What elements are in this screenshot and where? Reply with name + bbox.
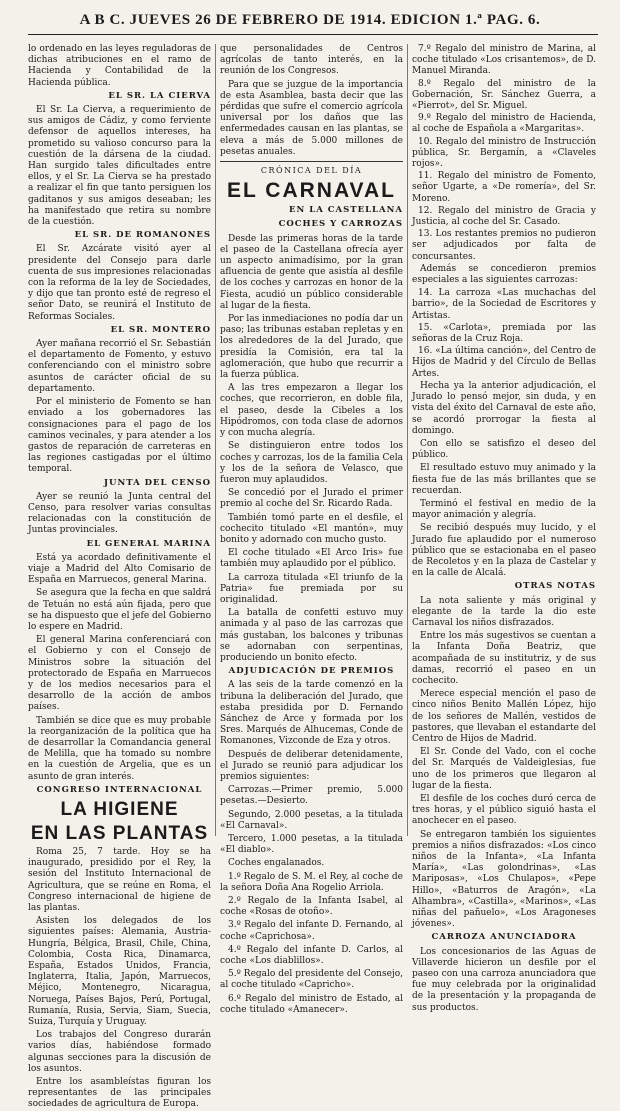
section-heading: EL SR. MONTERO: [110, 324, 211, 335]
paragraph: Asisten los delegados de los siguientes países: Alemania, Austria-Hungría, Bélgica, Brasil, Chile, China, Colombia, Costa Rica, Dinamarca, España, Estados Unidos, Francia, Inglaterra, Italia, Japón, Marruecos, Méjico, Montenegro, Nicaragua, Noruega, Países Bajos, Perú, Portugal, Rumanía, Rusia, Servia, Siam, Suecia, Suiza, Turquía y Uruguay.: [28, 916, 211, 1028]
list-item: 13. Los restantes premios no pudieron ser adjudicados por falta de concursantes.: [412, 229, 596, 262]
divider: [220, 161, 403, 162]
paragraph: Para que se juzgue de la importancia de esta Asamblea, basta decir que las pérdidas que sufre el comercio agrícola universal por los daños que las enfermedades causan en las plantas, se eleva a más de 5.000 millones de pesetas anuales.: [220, 79, 403, 157]
section-heading: CONGRESO INTERNACIONAL: [36, 784, 203, 795]
section-kicker: CRÓNICA DEL DÍA: [260, 166, 363, 176]
article-subtitle: EN LAS PLANTAS: [30, 823, 209, 844]
paragraph: Ayer se reunió la Junta central del Censo, para resolver varias consultas relacionadas con la constitución de Juntas provinciales.: [28, 491, 211, 536]
paragraph: Tercero, 1.000 pesetas, a la titulada «El diablo».: [220, 834, 403, 856]
paragraph: Se recibió después muy lucido, y el Jurado fue aplaudido por el numeroso público que se estacionaba en el paseo de Recoletos y en la plaza de Castelar y en la calle de Alcalá.: [412, 523, 596, 579]
paragraph: que personalidades de Centros agrícolas de tanto interés, en la reunión de los Congresos.: [220, 44, 403, 77]
paragraph: Terminó el festival en medio de la mayor animación y alegría.: [412, 498, 596, 521]
paragraph: Hecha ya la anterior adjudicación, el Jurado lo pensó mejor, sin duda, y en vista del éxito del Carnaval de este año, se acordó prorrogar la fiesta al domingo.: [412, 380, 596, 436]
list-item: 8.º Regalo del ministro de la Gobernación, Sr. Sánchez Guerra, a «Pierrot», del Sr. Miguel.: [412, 78, 596, 112]
paragraph: La carroza titulada «El triunfo de la Patria» fue premiada por su originalidad.: [220, 572, 403, 605]
paragraph: Se concedió por el Jurado el primer premio al coche del Sr. Ricardo Rada.: [220, 488, 403, 510]
paragraph: El desfile de los coches duró cerca de tres horas, y el público siguió hasta el anochecer en el paseo.: [412, 794, 596, 827]
paragraph: 1.º Regalo de S. M. el Rey, al coche de la señora Doña Ana Rogelio Arriola.: [220, 871, 403, 893]
column-3: [412, 44, 596, 1013]
section-heading: EL SR. LA CIERVA: [108, 90, 211, 101]
paragraph: A las seis de la tarde comenzó en la tribuna la deliberación del Jurado, que estaba presidida por D. Fernando Sánchez de Arce y formada por los Sres. Marqués de Alhucemas, Conde de Romanones, Vizconde de Eza y otros.: [220, 680, 403, 747]
list-item: 14. La carroza «Las muchachas del barrio», de la Sociedad de Escritores y Artistas.: [412, 288, 596, 321]
paragraph: El Sr. Conde del Vado, con el coche del Sr. Marqués de Valdeiglesias, fue uno de los primeros que llegaron al lugar de la fiesta.: [412, 747, 596, 791]
paragraph: Se distinguieron entre todos los coches y carrozas, los de la familia Cela y los de la señora de Velasco, que fueron muy aplaudidos.: [220, 441, 403, 485]
paragraph: El coche titulado «El Arco Iris» fue también muy aplaudido por el público.: [220, 548, 403, 570]
article-title: EL CARNAVAL: [227, 179, 396, 203]
paragraph: También tomó parte en el desfile, el cochecito titulado «El mantón», muy bonito y adornado con mucho gusto.: [220, 512, 403, 545]
paragraph: Ayer mañana recorrió el Sr. Sebastián el departamento de Fomento, y estuvo conferenciando con el ministro sobre asuntos de carácter oficial de su departamento.: [28, 339, 211, 394]
paragraph: Se asegura que la fecha en que saldrá de Tetuán no está aún fijada, pero que se ha dispuesto que el jefe del Gobierno lo espere en Madrid.: [28, 588, 211, 632]
paragraph: Desde las primeras horas de la tarde el paseo de la Castellana ofrecía ayer un aspecto animadísimo, por la gran afluencia de gente que asistía al desfile de los coches y carrozas en honor de la Fiesta, acudió un público considerable al lugar de la fiesta.: [220, 233, 403, 311]
paragraph: También se dice que es muy probable la reorganización de la política que ha de desarrollar la Comandancia general de Melilla, que ha tomado su nombre en la cuestión de Argelia, que es un asunto de gran interés.: [28, 715, 211, 782]
section-heading: COCHES Y CARROZAS: [278, 219, 403, 230]
list-item: 9.º Regalo del ministro de Hacienda, al coche de Española a «Margaritas».: [412, 113, 596, 135]
column-1: [28, 44, 211, 1110]
paragraph: Se entregaron también los siguientes premios a niños disfrazados: «Los cinco niños de la Infanta», «La Infanta María», «Las golondrinas», «Las Mariposas», «Los Chulapos», «Pepe Hillo», «Baturros de Aragón», «La Alhambra», «Castilla», «Marinos», «Las niñas del pañuelo», «Los Aragoneses jóvenes».: [412, 829, 596, 930]
paragraph: El resultado estuvo muy animado y la fiesta fue de las más brillantes que se recuerdan.: [412, 463, 596, 496]
article-title: LA HIGIENE: [60, 799, 179, 820]
paragraph: lo ordenado en las leyes reguladoras de dichas atribuciones en el ramo de Hacienda y Contabilidad de la Hacienda pública.: [28, 44, 211, 88]
paragraph: Entre los más sugestivos se cuentan a la Infanta Doña Beatriz, que acompañada de su institutriz, y de sus damas, recorrió el paseo en un cochecito.: [412, 631, 596, 686]
section-heading: ADJUDICACIÓN DE PREMIOS: [228, 666, 395, 677]
section-heading: EL GENERAL MARINA: [86, 538, 211, 549]
paragraph: Por las inmediaciones no podía dar un paso; las tribunas estaban repletas y en los alrededores de la del Jurado, que presidía la Comisión, era tal la aglomeración, que hubo que recurrir a la fuerza pública.: [220, 314, 403, 381]
paragraph: El Sr. La Cierva, a requerimiento de sus amigos de Cádiz, y como ferviente defensor de aquellos intereses, ha prometido su valioso concurso para la cuestión de la dársena de la ciudad. Han surgido tales dificultades entre ellos, y el Sr. La Cierva se ha prestado a realizar el fin que tanto persiguen los gaditanos y sus amigos deseaban; les ha manifestado que retira su nombre de la cuestión.: [28, 105, 211, 228]
page-header: [0, 0, 620, 40]
paragraph: 5.º Regalo del presidente del Consejo, al coche titulado «Capricho».: [220, 969, 403, 991]
paragraph: Segundo, 2.000 pesetas, a la titulada «El Carnaval».: [220, 809, 403, 831]
paragraph: Coches engalanados.: [228, 858, 325, 869]
column-divider: [407, 44, 408, 836]
list-item: 7.º Regalo del ministro de Marina, al coche titulado «Los crisantemos», de D. Manuel Miranda.: [412, 44, 596, 77]
paragraph: Carrozas.—Primer premio, 5.000 pesetas.—Desierto.: [220, 785, 403, 807]
list-item: 10. Regalo del ministro de Instrucción pública, Sr. Bergamín, a «Claveles rojos».: [412, 136, 596, 170]
paragraph: Merece especial mención el paso de cinco niños Benito Mallén López, hijo de los señores de Mallén, vestidos de pastores, que llevaban el estandarte del Centro de Hijos de Madrid.: [412, 689, 596, 744]
section-heading: JUNTA DEL CENSO: [104, 477, 211, 488]
list-item: 16. «La última canción», del Centro de Hijos de Madrid y del Círculo de Bellas Artes.: [412, 346, 596, 379]
paragraph: El Sr. Azcárate visitó ayer al presidente del Consejo para darle cuenta de sus impresiones relacionadas con la reforma de la ley de Sociedades, y dijo que tan pronto esté de regreso el señor Dato, se reunirá el Instituto de Reformas Sociales.: [28, 244, 211, 322]
paragraph: A las tres empezaron a llegar los coches, que recorrieron, en doble fila, el paseo, desde la Cibeles a los Hipódromos, con toda clase de adornos y con mucha alegría.: [220, 383, 403, 439]
paragraph: Los trabajos del Congreso durarán varios días, habiéndose formado algunas secciones para la discusión de los asuntos.: [28, 1030, 211, 1074]
section-heading: CARROZA ANUNCIADORA: [431, 932, 577, 943]
paragraph: La batalla de confetti estuvo muy animada y al paso de las carrozas que más gustaban, los balcones y tribunas se adornaban con serpentinas, produciendo un bonito efecto.: [220, 608, 403, 663]
paragraph: Los concesionarios de las Aguas de Villaverde hicieron un desfile por el paseo con una carroza anunciadora que fue muy celebrada por la originalidad de la presentación y la propaganda de sus productos.: [412, 946, 596, 1013]
paragraph: Entre los asambleístas figuran los representantes de las principales sociedades de agricultura de Europa.: [28, 1077, 211, 1110]
list-item: 15. «Carlota», premiada por las señoras de la Cruz Roja.: [412, 322, 596, 345]
paragraph: Además se concedieron premios especiales a las siguientes carrozas:: [412, 263, 596, 286]
column-2: [220, 44, 403, 1015]
section-heading: OTRAS NOTAS: [514, 581, 596, 592]
paragraph: La nota saliente y más original y elegante de la tarde la dio este Carnaval los niños disfrazados.: [412, 595, 596, 628]
paragraph: Después de deliberar detenidamente, el Jurado se reunió para adjudicar los premios siguientes:: [220, 749, 403, 782]
paragraph: 3.º Regalo del infante D. Fernando, al coche «Caprichosa».: [220, 920, 403, 942]
section-heading: EN LA CASTELLANA: [289, 205, 403, 216]
page-header-title: A B C. JUEVES 26 DE FEBRERO DE 1914. EDICION 1.ª PAG. 6.: [79, 12, 541, 28]
list-item: 11. Regalo del ministro de Fomento, señor Ugarte, a «De romería», del Sr. Moreno.: [412, 171, 596, 204]
paragraph: Por el ministerio de Fomento se han enviado a los gobernadores las consignaciones para el pago de los caminos vecinales, y para atender a los gastos de reparación de carreteras en las regiones castigadas por el último temporal.: [28, 397, 211, 475]
header-rule: [28, 34, 598, 35]
paragraph: Con ello se satisfizo el deseo del público.: [412, 438, 596, 461]
paragraph: 2.º Regalo de la Infanta Isabel, al coche «Rosas de otoño».: [220, 896, 403, 918]
paragraph: 6.º Regalo del ministro de Estado, al coche titulado «Amanecer».: [220, 993, 403, 1015]
paragraph: 4.º Regalo del infante D. Carlos, al coche «Los diablillos».: [220, 944, 403, 967]
paragraph: Roma 25, 7 tarde. Hoy se ha inaugurado, presidido por el Rey, la sesión del Instituto Internacional de Agricultura, que se reúne en Roma, el Congreso internacional de higiene de las plantas.: [28, 847, 211, 914]
section-heading: EL SR. DE ROMANONES: [74, 230, 211, 241]
paragraph: Está ya acordado definitivamente el viaje a Madrid del Alto Comisario de España en Marruecos, general Marina.: [28, 552, 211, 586]
paragraph: El general Marina conferenciará con el Gobierno y con el Consejo de Ministros sobre la situación del protectorado de España en Marruecos y de los medios necesarios para el desarrollo de la acción de ambos países.: [28, 635, 211, 713]
list-item: 12. Regalo del ministro de Gracia y Justicia, al coche del Sr. Casado.: [412, 205, 596, 228]
column-divider: [215, 44, 216, 836]
